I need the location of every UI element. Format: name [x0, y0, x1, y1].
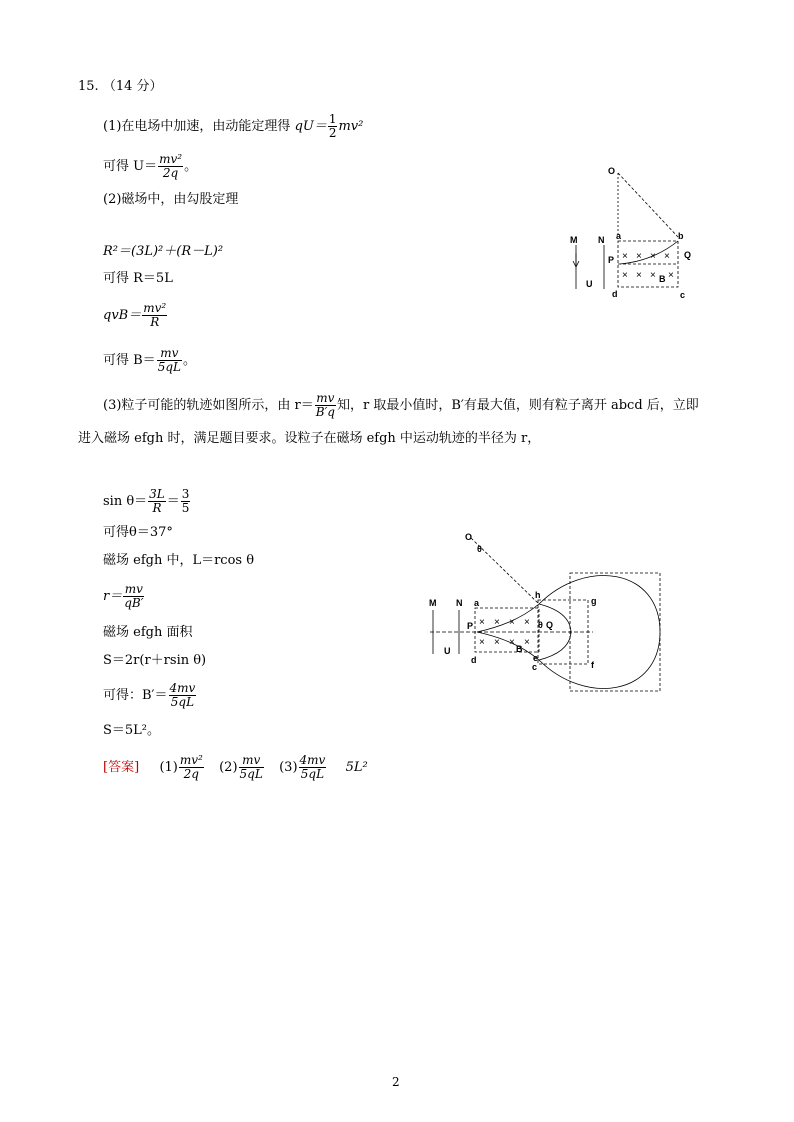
- fig2-field-mark: ×: [494, 637, 500, 648]
- fraction-numerator: mv²: [159, 152, 183, 166]
- fraction-denominator: 2q: [183, 767, 199, 781]
- fraction-numerator: mv: [124, 582, 143, 596]
- part3-line2: 进入磁场 efgh 时，满足题目要求。设粒子在磁场 efgh 中运动轨迹的半径为 r，: [78, 431, 541, 446]
- fig2-bulge: [539, 604, 571, 660]
- question-number: 15.: [78, 79, 99, 94]
- part3-line1-tail: 知，r 取最小值时，B′有最大值，则有粒子离开 abcd 后，立即: [337, 398, 699, 413]
- fraction-numerator: mv: [316, 391, 335, 405]
- fraction-numerator: 1: [328, 112, 337, 126]
- answer-3-fraction: [299, 754, 327, 781]
- fig2-field-mark: ×: [479, 617, 485, 628]
- fig2-field-mark: ×: [524, 617, 530, 628]
- fraction-numerator: mv: [239, 754, 264, 768]
- fig1-label-p: P: [608, 255, 615, 265]
- part2-eq3: [103, 302, 168, 329]
- part2-eq3-lhs: qvB＝: [103, 308, 142, 323]
- fraction-denominator: 5qL: [170, 695, 195, 709]
- fig1-label-b-field: B: [659, 274, 666, 284]
- fig1-field-mark: ×: [636, 270, 642, 281]
- fig1-field-mark: ×: [650, 270, 656, 281]
- part2-eq1: R²＝(3L)²＋(R－L)²: [103, 244, 224, 259]
- answer-tag: [答案]: [103, 760, 140, 775]
- fig2-field-mark: ×: [524, 637, 530, 648]
- fig2-label-f: f: [591, 660, 594, 670]
- part1-line2-fraction: [158, 153, 183, 180]
- part2-eq3-fraction: [142, 302, 167, 329]
- fig1-label-q: Q: [684, 250, 692, 260]
- part3-eq1-equals: ＝: [166, 494, 180, 509]
- part3-line1: [103, 392, 699, 419]
- fig2-field-mark: ×: [494, 617, 500, 628]
- fig2-field-mark: ×: [479, 637, 485, 648]
- answer-line: [103, 754, 368, 781]
- fig2-label-c: c: [532, 662, 538, 672]
- fraction-denominator: 5qL: [157, 360, 181, 374]
- fraction-denominator: 2: [328, 126, 337, 140]
- figure-1-diagram: [568, 165, 708, 305]
- part2-eq4-text: 可得 B＝: [103, 353, 156, 368]
- answer-1-fraction: [179, 754, 204, 781]
- page-number: 2: [392, 1075, 400, 1089]
- part3-eq5: 磁场 efgh 面积: [103, 625, 193, 640]
- answer-1-label: (1): [159, 760, 178, 775]
- figure-2-diagram: [425, 528, 670, 696]
- fig1-field-mark: ×: [650, 251, 656, 262]
- fraction-numerator: 4mv: [169, 681, 196, 695]
- question-header: [78, 80, 163, 93]
- part1-line1: [103, 113, 363, 140]
- part3-line1-text: (3)粒子可能的轨迹如图所示，由 r＝: [103, 398, 314, 413]
- question-score: （14 分）: [102, 79, 163, 94]
- fraction-numerator: 4mv: [299, 753, 326, 767]
- fig2-label-u: U: [444, 646, 451, 656]
- fig2-label-theta-mid: θ: [538, 620, 543, 630]
- answer-2-fraction: [239, 754, 264, 781]
- fig2-label-a: a: [474, 598, 480, 608]
- part3-eq7: [103, 682, 197, 709]
- fig1-field-mark: ×: [668, 270, 674, 281]
- part1-line2: [103, 153, 197, 180]
- fraction-numerator: 3L: [149, 487, 165, 501]
- part3-eq1: [103, 488, 191, 515]
- fraction-denominator: B′q: [315, 405, 335, 419]
- fig1-label-b: b: [678, 231, 684, 241]
- part1-line2-tail: 。: [184, 159, 198, 174]
- part2-eq4: [103, 347, 196, 374]
- fig1-label-o: O: [608, 166, 616, 176]
- fig2-label-h: h: [535, 590, 541, 600]
- fig1-label-c: c: [680, 290, 686, 300]
- answer-2-label: (2): [219, 760, 238, 775]
- fig2-label-p: P: [467, 621, 474, 631]
- fraction-numerator: mv²: [179, 753, 203, 767]
- part3-eq4-fraction: [123, 583, 144, 610]
- fig2-field-mark: ×: [509, 637, 515, 648]
- fig1-label-n: N: [598, 235, 605, 245]
- part3-eq7-text: 可得：B′＝: [103, 688, 168, 703]
- part3-eq8: S＝5L²。: [103, 723, 161, 738]
- fraction-numerator: mv²: [143, 301, 167, 315]
- fraction-denominator: 5qL: [239, 767, 263, 781]
- part3-eq7-fraction: [169, 682, 197, 709]
- part1-line1-tail: mv²: [338, 119, 364, 134]
- fig1-field-mark: ×: [622, 251, 628, 262]
- part3-eq2: 可得θ＝37°: [103, 525, 173, 540]
- fig2-label-g: g: [591, 596, 597, 606]
- part3-eq4-lhs: r＝: [103, 589, 123, 604]
- answer-3-label: (3): [279, 760, 298, 775]
- fraction-denominator: 5qL: [300, 767, 325, 781]
- answer-4: 5L²: [345, 760, 368, 775]
- fig2-label-theta-top: θ: [477, 544, 482, 554]
- fig1-label-m: M: [570, 235, 578, 245]
- fraction-denominator: 5: [181, 501, 190, 515]
- fig2-label-o: O: [465, 532, 473, 542]
- fig2-label-d: d: [471, 655, 477, 665]
- fig1-field-mark: ×: [622, 270, 628, 281]
- part1-line2-text: 可得 U＝: [103, 159, 158, 174]
- fraction-denominator: 2q: [162, 166, 179, 180]
- part1-line1-formula: qU＝: [294, 119, 327, 134]
- fig1-field-mark: ×: [636, 251, 642, 262]
- part2-eq4-tail: 。: [182, 353, 196, 368]
- fraction-denominator: R: [150, 315, 160, 329]
- part1-line1-text: (1)在电场中加速，由动能定理得: [103, 119, 295, 134]
- part3-eq3: 磁场 efgh 中，L＝rcos θ: [103, 553, 255, 568]
- fig2-label-e: e: [533, 653, 539, 663]
- fraction-denominator: qB′: [124, 596, 144, 610]
- part2-eq2: 可得 R＝5L: [103, 271, 173, 286]
- fraction-numerator: mv: [157, 347, 182, 361]
- part2-heading: (2)磁场中，由勾股定理: [103, 192, 239, 207]
- fig1-dashed-radius: [618, 173, 678, 237]
- fraction-numerator: 3: [181, 487, 190, 501]
- part3-eq1-fraction-2: [181, 488, 191, 515]
- fig2-label-n: N: [456, 598, 463, 608]
- part3-eq4: [103, 583, 145, 610]
- part3-eq1-fraction-1: [148, 488, 166, 515]
- fig1-field-mark: ×: [664, 251, 670, 262]
- part3-line1-fraction: [315, 392, 336, 419]
- part2-eq4-fraction: [157, 347, 182, 374]
- part1-line1-fraction: [328, 113, 338, 140]
- part3-eq1-text: sin θ＝: [103, 494, 148, 509]
- fig2-label-m: M: [429, 598, 437, 608]
- fig1-label-d: d: [612, 289, 618, 299]
- fig1-label-u: U: [586, 279, 593, 289]
- fig2-label-q: Q: [546, 620, 554, 630]
- part3-eq6: S＝2r(r＋rsin θ): [103, 653, 207, 668]
- fig2-label-b: B: [516, 644, 523, 654]
- fig1-label-a: a: [616, 231, 622, 241]
- fraction-denominator: R: [152, 501, 162, 515]
- fig2-field-mark: ×: [509, 617, 515, 628]
